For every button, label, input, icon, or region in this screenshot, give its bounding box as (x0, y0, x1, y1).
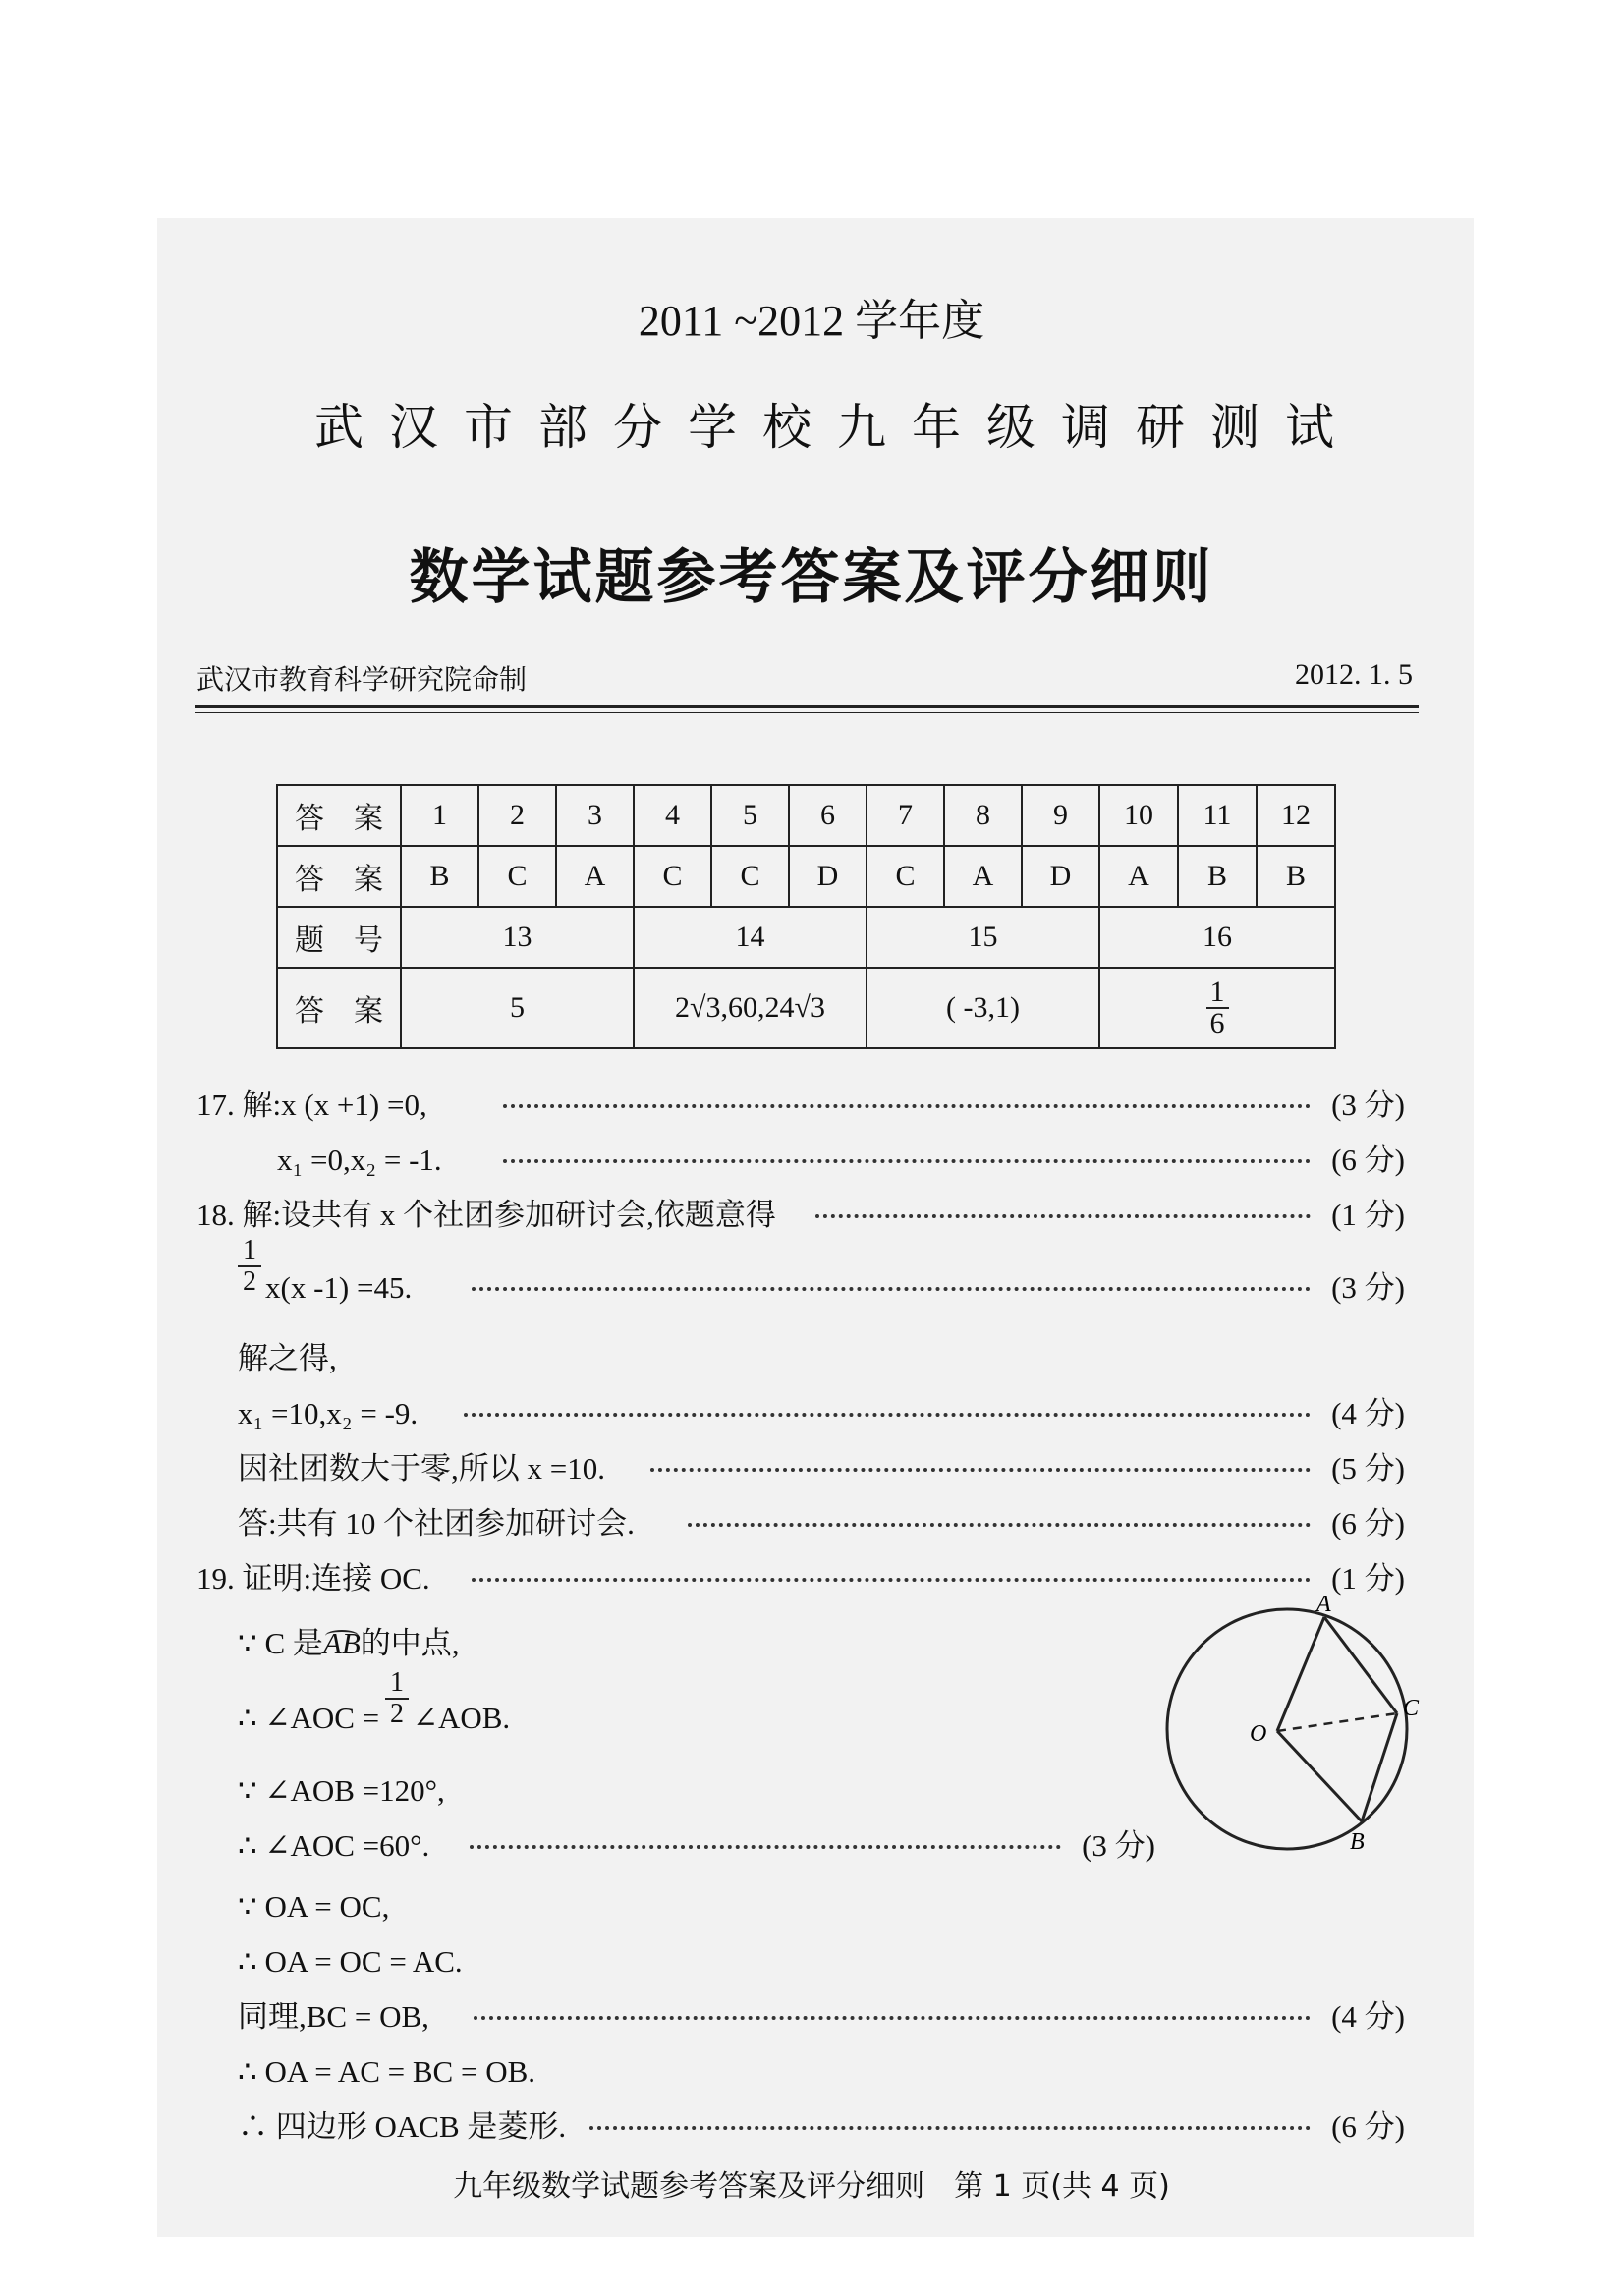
table-cell: 1 (401, 785, 478, 846)
line-text: x₁ =0,x₂ = -1. (277, 1143, 442, 1177)
score: (4 分) (1331, 1396, 1405, 1430)
line-text: 解之得, (238, 1341, 337, 1375)
table-cell: A (556, 846, 634, 907)
table-cell: 2 (478, 785, 556, 846)
score: (6 分) (1331, 1506, 1405, 1540)
score: (3 分) (1331, 1270, 1405, 1305)
solution-line (0, 1136, 1623, 1185)
line-text: ∵ ∠AOB =120°, (238, 1773, 445, 1808)
table-cell: C (867, 846, 944, 907)
solution-line (0, 1334, 1623, 1383)
table-cell: 7 (867, 785, 944, 846)
table-cell: 5 (401, 968, 634, 1048)
solution-line (0, 1499, 1623, 1548)
line-text: x₁ =10,x₂ = -9. (238, 1396, 419, 1430)
fraction-denominator: 2 (390, 1699, 404, 1729)
dot-leader (503, 1104, 1311, 1108)
table-cell: 4 (634, 785, 711, 846)
arc-label: AB (322, 1626, 361, 1660)
row-label: 答 案 (277, 785, 401, 846)
label-b: B (1350, 1829, 1365, 1855)
solution-line (0, 2102, 1623, 2152)
document-title: 数学试题参考答案及评分细则 (409, 543, 1214, 612)
fraction-denominator: 6 (1209, 1007, 1225, 1039)
table-cell: 14 (634, 907, 867, 968)
line-text: 17. 解:x (x +1) =0, (196, 1088, 427, 1122)
table-cell: 3 (556, 785, 634, 846)
table-row (277, 907, 1335, 968)
table-cell: 2√3,60,24√3 (634, 968, 867, 1048)
dot-leader (474, 2016, 1311, 2020)
circle (1167, 1609, 1407, 1849)
table-cell: 6 (789, 785, 867, 846)
table-cell: ( -3,1) (867, 968, 1099, 1048)
arc-symbol (325, 1630, 359, 1642)
table-cell: A (944, 846, 1022, 907)
label-c: C (1403, 1696, 1420, 1721)
table-row (277, 785, 1335, 846)
dot-leader (589, 2126, 1311, 2130)
fraction-numerator: 1 (385, 1668, 409, 1700)
table-cell: C (634, 846, 711, 907)
line-text: ∵ C 是 (238, 1626, 323, 1660)
table-cell: A (1099, 846, 1178, 907)
score: (6 分) (1331, 2109, 1405, 2144)
fraction-numerator: 1 (238, 1236, 261, 1267)
solution-line (0, 1081, 1623, 1130)
table-cell: D (1022, 846, 1099, 907)
line-text: 答:共有 10 个社团参加研讨会. (238, 1506, 635, 1540)
line-text: x(x -1) =45. (265, 1270, 413, 1305)
fraction-numerator: 1 (1206, 978, 1229, 1009)
table-row (277, 968, 1335, 1048)
solution-line (0, 1992, 1623, 2042)
segment-ac (1324, 1617, 1397, 1713)
label-a: A (1316, 1592, 1331, 1617)
line-text: ∴ ∠AOC = (238, 1701, 380, 1735)
line-text: ∠AOB. (413, 1701, 511, 1735)
table-cell: 12 (1257, 785, 1335, 846)
table-cell: 9 (1022, 785, 1099, 846)
school-year: 2011 ~2012 学年度 (638, 297, 985, 345)
dot-leader (472, 1287, 1311, 1291)
solution-line (0, 1191, 1623, 1240)
solution-line (0, 1937, 1623, 1987)
table-cell: 8 (944, 785, 1022, 846)
score: (6 分) (1331, 1143, 1405, 1177)
line-text: 的中点, (360, 1626, 460, 1660)
score: (1 分) (1331, 1561, 1405, 1596)
score: (1 分) (1331, 1198, 1405, 1232)
answer-table (276, 784, 1336, 1049)
table-cell: D (789, 846, 867, 907)
score: (3 分) (1082, 1828, 1155, 1863)
line-text: ∵ OA = OC, (238, 1889, 390, 1924)
header-rule-thin (195, 712, 1419, 713)
dot-leader (650, 1468, 1311, 1472)
solution-line (0, 1882, 1623, 1932)
line-text: 19. 证明:连接 OC. (196, 1561, 430, 1596)
table-row (277, 846, 1335, 907)
line-text: 18. 解:设共有 x 个社团参加研讨会,依题意得 (196, 1198, 776, 1232)
table-cell: 16 (1099, 907, 1335, 968)
row-label: 答 案 (277, 968, 401, 1048)
table-cell: 13 (401, 907, 634, 968)
exam-subtitle: 武汉市部分学校九年级调研测试 (314, 399, 1360, 456)
line-text: 同理,BC = OB, (238, 1999, 429, 2034)
segment-oc-dashed (1277, 1713, 1397, 1731)
fraction-denominator: 2 (243, 1266, 256, 1297)
table-cell: C (478, 846, 556, 907)
dot-leader (470, 1845, 1061, 1849)
page-footer: 九年级数学试题参考答案及评分细则 第 1 页(共 4 页) (453, 2169, 1170, 2204)
publisher: 武汉市教育科学研究院命制 (196, 663, 528, 696)
solution-line (0, 1444, 1623, 1493)
table-cell: 10 (1099, 785, 1178, 846)
table-cell: B (401, 846, 478, 907)
line-text: 因社团数大于零,所以 x =10. (238, 1451, 605, 1485)
line-text: ∴ 四边形 OACB 是菱形. (238, 2109, 567, 2144)
header-rule-thick (195, 705, 1419, 708)
table-cell: B (1257, 846, 1335, 907)
score: (5 分) (1331, 1451, 1405, 1485)
issue-date: 2012. 1. 5 (1295, 658, 1413, 691)
table-cell: C (711, 846, 789, 907)
dot-leader (815, 1214, 1311, 1218)
table-cell: 15 (867, 907, 1099, 968)
line-text: ∴ ∠AOC =60°. (238, 1828, 430, 1863)
dot-leader (503, 1159, 1311, 1163)
table-cell: 11 (1178, 785, 1257, 846)
row-label: 答 案 (277, 846, 401, 907)
table-cell-fraction (1099, 968, 1335, 1048)
dot-leader (688, 1523, 1311, 1527)
segment-oa (1277, 1617, 1324, 1731)
row-label: 题 号 (277, 907, 401, 968)
line-text: ∴ OA = AC = BC = OB. (238, 2054, 536, 2089)
rhombus-circle-figure (1140, 1592, 1434, 1867)
dot-leader (472, 1578, 1311, 1582)
solution-line (0, 1389, 1623, 1438)
score: (3 分) (1331, 1088, 1405, 1122)
score: (4 分) (1331, 1999, 1405, 2034)
dot-leader (464, 1413, 1311, 1417)
table-cell: B (1178, 846, 1257, 907)
solution-line (0, 1235, 1623, 1313)
solution-line (0, 2047, 1623, 2097)
table-cell: 5 (711, 785, 789, 846)
label-o: O (1250, 1721, 1267, 1747)
line-text: ∴ OA = OC = AC. (238, 1944, 463, 1979)
segment-bo (1277, 1731, 1362, 1821)
